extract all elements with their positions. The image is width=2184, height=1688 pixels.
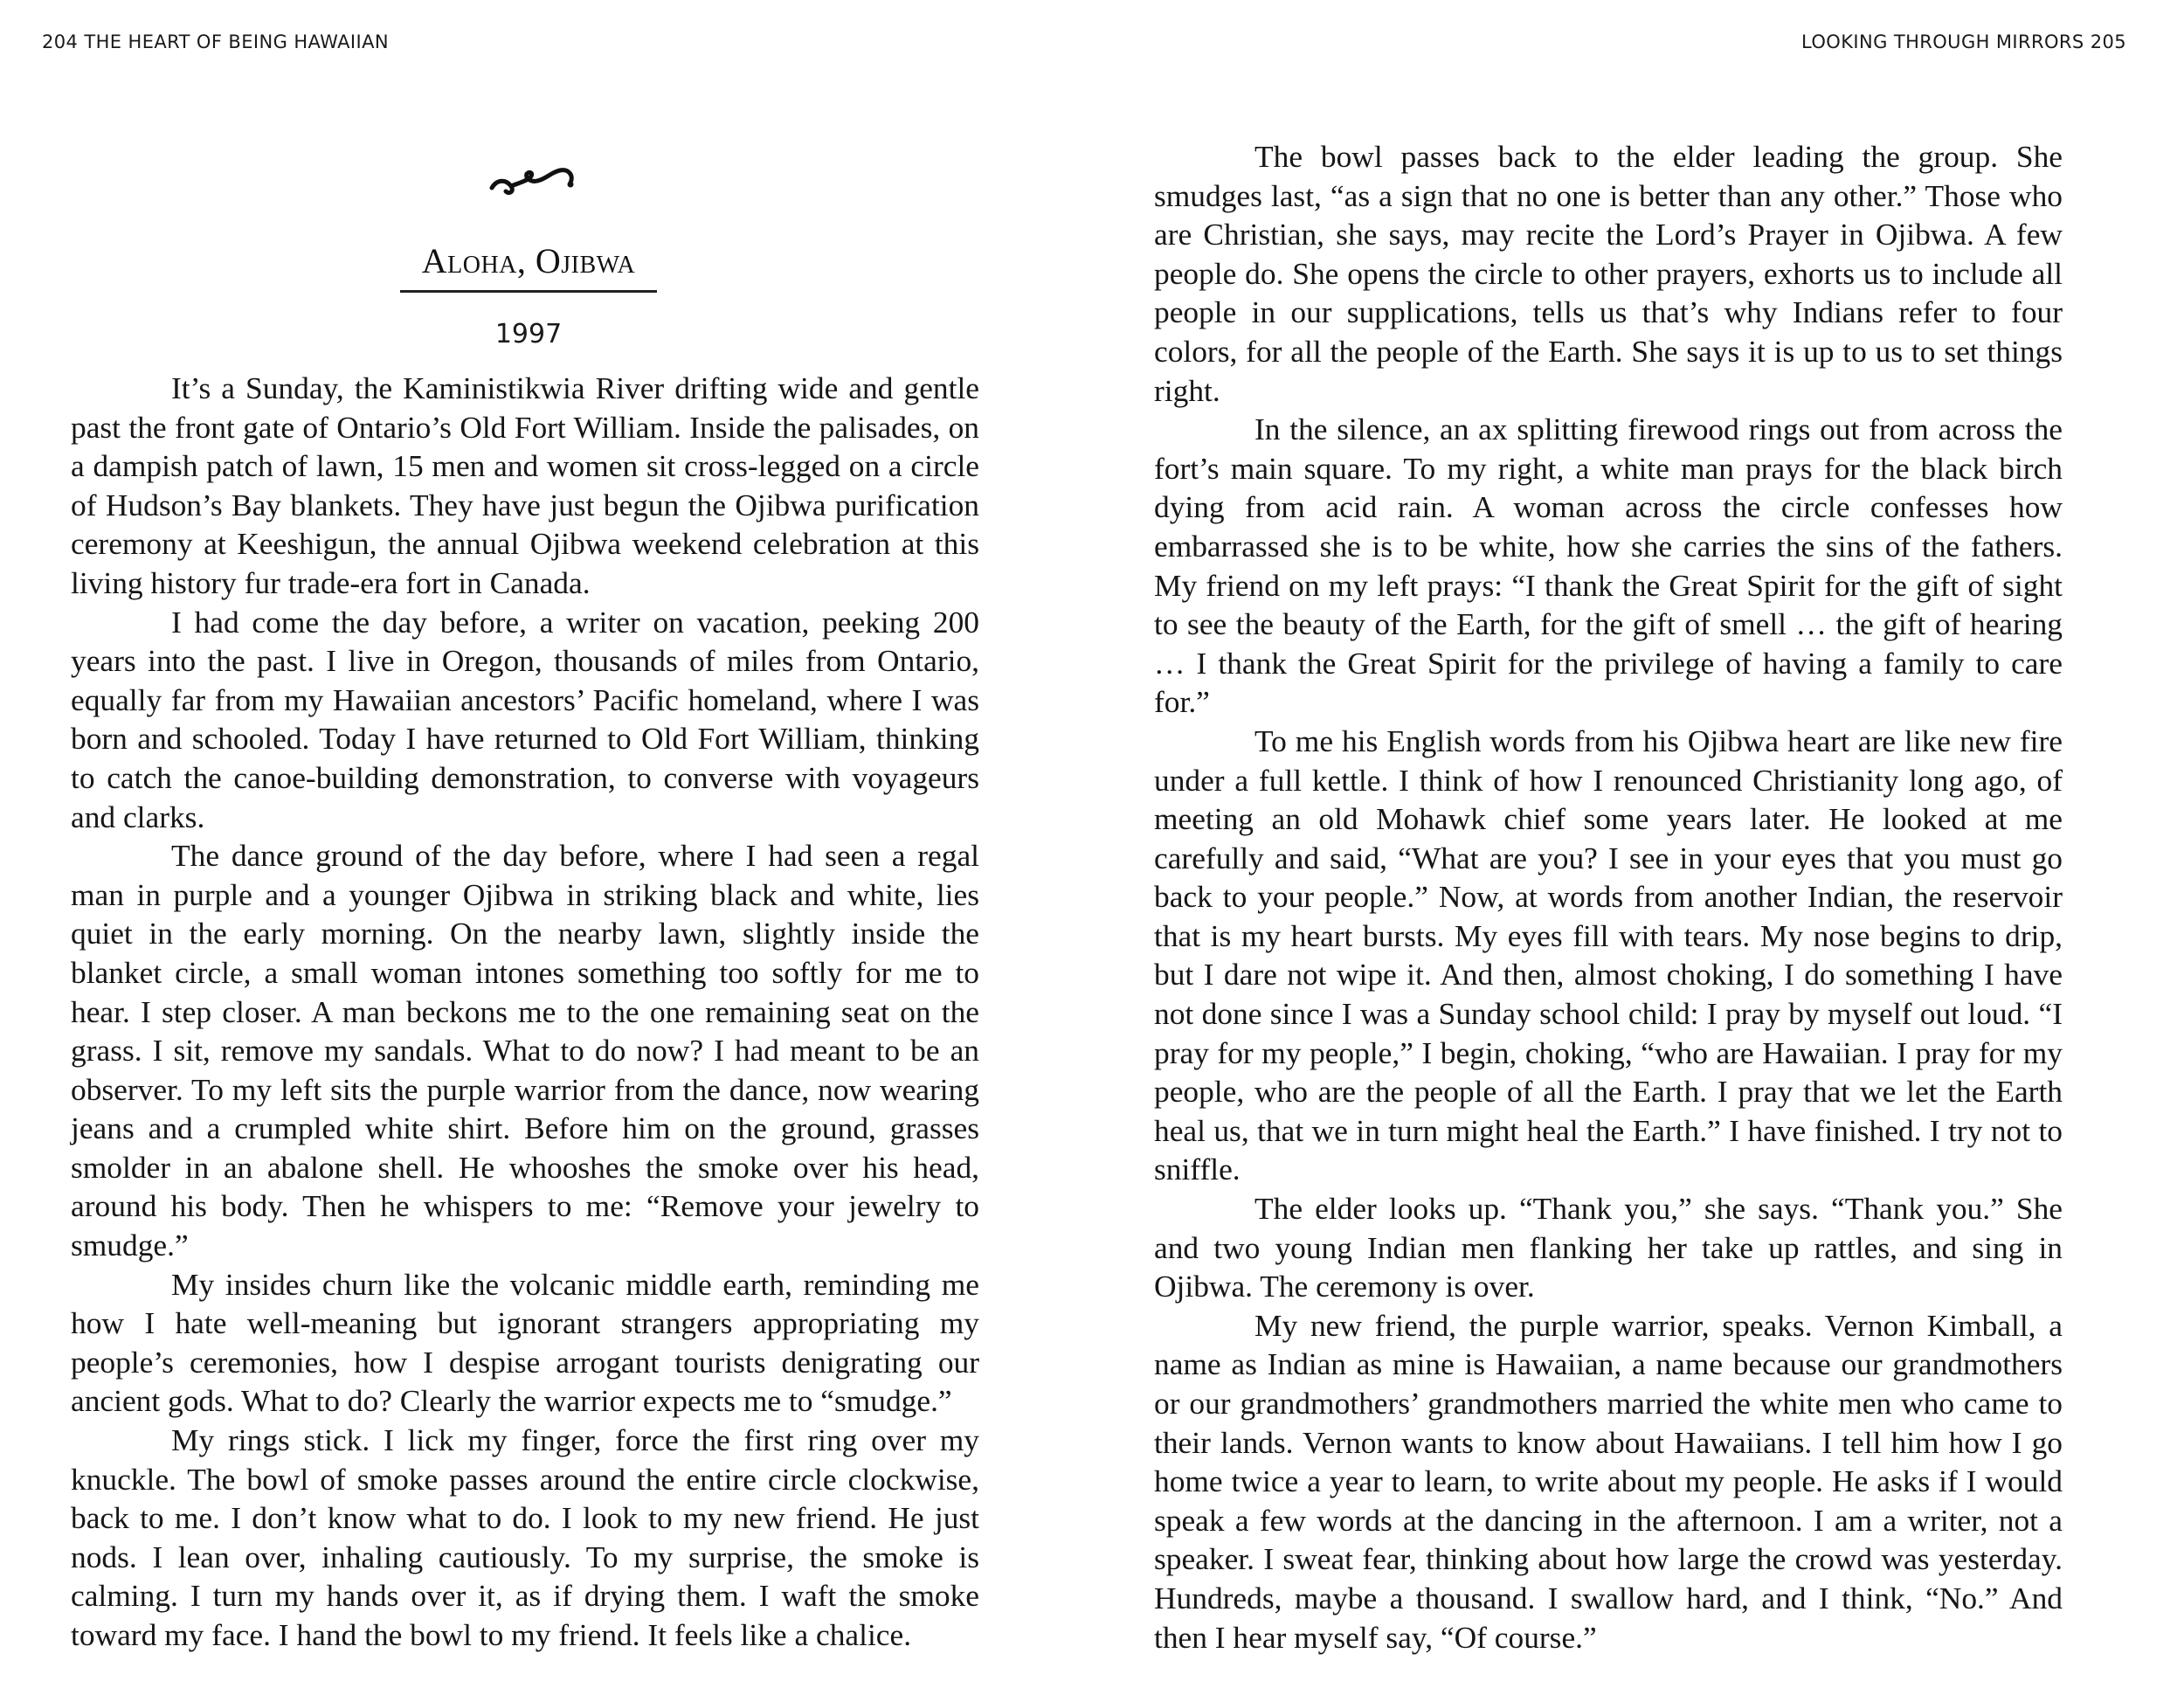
right-page xyxy=(1092,0,2184,1688)
decorative-flourish-icon xyxy=(485,153,581,205)
left-running-head: 204 THE HEART OF BEING HAWAIIAN xyxy=(42,31,389,52)
chapter-title: Aloha, Ojibwa xyxy=(421,241,636,280)
paragraph: The dance ground of the day before, where I had seen a regal man in purple and a younger Ojibwa in striking black and white, lies quiet in the early morning. On the nearby lawn, slightly inside the blanket circle, a small woman intones something too softly for me to hear. I step closer. A man beckons me to the one remaining seat on the grass. I sit, remove my sandals. What to do now? I had meant to be an observer. To my left sits the purple warrior from the dance, now wearing jeans and a crumpled white shirt. Before him on the ground, grasses smolder in an abalone shell. He whooshes the smoke over his head, around his body. Then he whispers to me: “Remove your jewelry to smudge.” xyxy=(71,838,979,1263)
right-body-text xyxy=(1154,137,2063,1657)
paragraph: My rings stick. I lick my finger, force the first ring over my knuckle. The bowl of smoke passes around the entire circle clockwise, back to me. I don’t know what to do. I look to my new friend. He just nods. I lean over, inhaling cautiously. To my surprise, the smoke is calming. I turn my hands over it, as if drying them. I waft the smoke toward my face. I hand the bowl to my friend. It feels like a chalice. xyxy=(71,1422,979,1652)
paragraph: In the silence, an ax splitting firewood rings out from across the fort’s main square. To my right, a white man prays for the black birch dying from acid rain. A woman across the circle confesses how embarrassed she is to be white, how she carries the sins of the fathers. My friend on my left prays: “I thank the Great Spirit for the gift of sight to see the beauty of the Earth, for the gift of smell … the gift of hearing … I thank the Great Spirit for the privilege of having a family to care for.” xyxy=(1154,412,2063,720)
title-underline xyxy=(400,290,657,293)
paragraph: The elder looks up. “Thank you,” she says. “Thank you.” She and two young Indian men flanking her take up rattles, and sing in Ojibwa. The ceremony is over. xyxy=(1154,1191,2063,1304)
left-body-text xyxy=(71,369,979,1655)
chapter-year: 1997 xyxy=(494,319,563,349)
paragraph: My insides churn like the volcanic middle earth, reminding me how I hate well-meaning but ignorant strangers appropriating my people’s ceremonies, how I despise arrogant tourists denigrating our ancient gods. What to do? Clearly the warrior expects me to “smudge.” xyxy=(71,1266,979,1419)
paragraph: I had come the day before, a writer on vacation, peeking 200 years into the past. I live in Oregon, thousands of miles from Ontario, equally far from my Hawaiian ancestors’ Pacific homeland, where I was born and schooled. Today I have returned to Old Fort William, thinking to catch the canoe-building demonstration, to converse with voyageurs and clarks. xyxy=(71,604,979,834)
right-running-head: LOOKING THROUGH MIRRORS 205 xyxy=(1801,31,2126,52)
paragraph: It’s a Sunday, the Kaministikwia River drifting wide and gentle past the front gate of Ontario’s Old Fort William. Inside the palisades, on a dampish patch of lawn, 15 men and women sit cross-legged on a circle of Hudson’s Bay blankets. They have just begun the Ojibwa purification ceremony at Keeshigun, the annual Ojibwa weekend celebration at this living history fur trade-era fort in Canada. xyxy=(71,370,979,600)
paragraph: To me his English words from his Ojibwa heart are like new fire under a full kettle. I think of how I renounced Christianity long ago, of meeting an old Mohawk chief some years later. He looked at me carefully and said, “What are you? I see in your eyes that you must go back to your people.” Now, at words from another Indian, the reservoir that is my heart bursts. My eyes fill with tears. My nose begins to drip, but I dare not wipe it. And then, almost choking, I do something I have not done since I was a Sunday school child: I pray by myself out loud. “I pray for my people,” I begin, choking, “who are Hawaiian. I pray for my people, who are the people of all the Earth. I pray that we let the Earth heal us, that we in turn might heal the Earth.” I have finished. I try not to sniffle. xyxy=(1154,723,2063,1187)
paragraph: The bowl passes back to the elder leading the group. She smudges last, “as a sign that no one is better than any other.” Those who are Christian, she says, may recite the Lord’s Prayer in Ojibwa. A few people do. She opens the circle to other prayers, exhorts us to include all people in our supplications, tells us that’s why Indians refer to four colors, for all the people of the Earth. She says it is up to us to set things right. xyxy=(1154,139,2063,408)
paragraph: My new friend, the purple warrior, speaks. Vernon Kimball, a name as Indian as mine is Hawaiian, a name because our grandmothers or our grandmothers’ grandmothers married the white men who came to their lands. Vernon wants to know about Hawaiians. I tell him how I go home twice a year to learn, to write about my people. He asks if I would speak a few words at the dancing in the afternoon. I am a writer, not a speaker. I sweat fear, thinking about how large the crowd was yesterday. Hundreds, maybe a thousand. I swallow hard, and I think, “No.” And then I hear myself say, “Of course.” xyxy=(1154,1307,2063,1655)
